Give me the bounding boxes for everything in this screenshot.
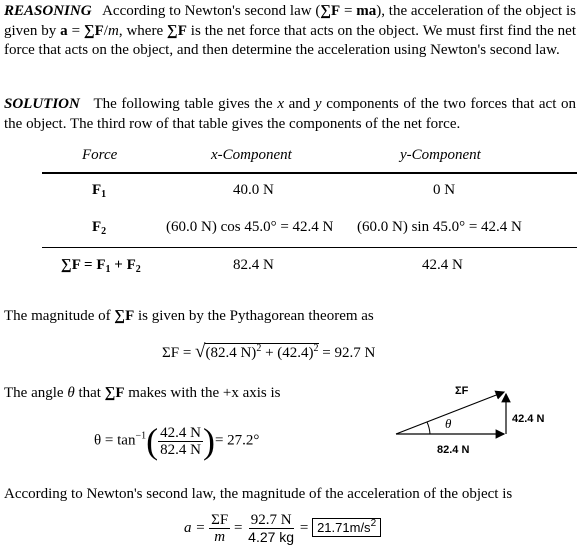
- force-symbol: F: [92, 182, 102, 198]
- angle-equation: [94, 423, 259, 459]
- angle-text: makes with the +x axis is: [124, 385, 281, 401]
- sum-f-symbol: ∑F: [114, 308, 135, 324]
- fraction-numerator: ΣF: [211, 512, 229, 528]
- net-y: 42.4 N: [422, 257, 463, 273]
- magnitude-text: The magnitude of: [4, 308, 115, 324]
- table-rule-top: [42, 172, 577, 174]
- sum-f-symbol: ∑F: [167, 22, 187, 39]
- sum-f-symbol: ∑F: [320, 3, 341, 19]
- subscript-2: 2: [135, 264, 141, 275]
- angle-rhs: = 27.2°: [214, 432, 260, 449]
- reasoning-text: is the net force that acts on the object. We must first find the net force that acts on the object, and then determine the acceleration using Newton's second law.: [4, 22, 576, 58]
- exponent: 2: [370, 517, 377, 529]
- sqrt-icon: √: [195, 341, 206, 362]
- reasoning-label: REASONING: [4, 3, 92, 19]
- accel-lhs: a =: [184, 519, 210, 536]
- reasoning-text: ), the acceleration of the object is given by: [4, 3, 576, 39]
- net-force-row-label: [61, 257, 141, 275]
- solution-text: components of the two forces that act on the object. The third row of that table gives the components of the net force.: [4, 96, 576, 132]
- table-rule-mid: [42, 247, 577, 248]
- solution-text: The following table gives the: [93, 96, 278, 112]
- net-plus: + F: [110, 257, 136, 273]
- paren-close: ): [202, 421, 215, 461]
- angle-sentence: [4, 385, 281, 402]
- angle-text: The angle: [4, 385, 68, 401]
- accel-fraction-symbolic: [209, 512, 230, 545]
- row1-y: 0 N: [433, 182, 456, 198]
- row1-x: 40.0 N: [233, 182, 274, 198]
- accel-equation: [184, 512, 381, 545]
- angle-text: that: [74, 385, 105, 401]
- equals: =: [340, 3, 357, 19]
- equals: =: [299, 519, 309, 536]
- angle-lhs: θ = tan: [94, 432, 136, 449]
- ma-symbol: ma: [356, 3, 377, 19]
- x-symbol: x: [277, 96, 285, 112]
- fraction-denominator: m: [214, 529, 226, 545]
- sum-f-symbol: ∑F: [83, 22, 104, 39]
- slash: /: [103, 22, 108, 39]
- theta-symbol: θ: [67, 385, 75, 401]
- m-symbol: m: [107, 22, 119, 39]
- force-subscript: 2: [101, 226, 107, 237]
- accel-fraction-numeric: [246, 512, 296, 545]
- fraction-numerator: 42.4 N: [160, 424, 201, 441]
- solution-text: and: [284, 96, 315, 112]
- magnitude-equation: [162, 341, 375, 363]
- exponent: 2: [313, 343, 319, 354]
- diagram-label-base: 82.4 N: [437, 444, 470, 456]
- accel-sentence: According to Newton's second law, the magnitude of the acceleration of the object is: [4, 486, 513, 502]
- reasoning-text: , where: [118, 22, 168, 39]
- diagram-label-side: 42.4 N: [512, 413, 545, 425]
- radicand-term: (82.4 N): [205, 345, 257, 361]
- inverse-exponent: −1: [135, 430, 147, 442]
- header-x-component: x-Component: [211, 147, 292, 163]
- radicand-term: + (42.4): [261, 345, 314, 361]
- a-symbol: a: [60, 22, 68, 39]
- net-lhs: ∑F = F: [61, 257, 106, 273]
- diagram-label-sum-f: ΣF: [455, 385, 469, 397]
- row2-y: (60.0 N) sin 45.0° = 42.4 N: [357, 219, 522, 235]
- y-symbol: y: [314, 96, 322, 112]
- magnitude-text: is given by the Pythagorean theorem as: [134, 308, 374, 324]
- row2-x: (60.0 N) cos 45.0° = 42.4 N: [166, 219, 334, 235]
- angle-fraction: [158, 425, 203, 458]
- radicand: [205, 343, 318, 361]
- force-subscript: 1: [101, 189, 107, 200]
- accel-result-box: [312, 518, 381, 537]
- subscript-1: 1: [105, 264, 111, 275]
- force-symbol: F: [92, 219, 102, 235]
- reasoning-text: According to Newton's second law (: [102, 3, 321, 19]
- accel-result: 21.71m/s: [317, 519, 371, 535]
- solution-paragraph: [4, 95, 576, 134]
- row1-force: [92, 182, 106, 200]
- angle-arc: [427, 422, 430, 434]
- row2-force: [92, 219, 106, 237]
- fraction-numerator: 92.7 N: [250, 512, 292, 528]
- reasoning-paragraph: [4, 2, 576, 61]
- magnitude-rhs: = 92.7 N: [318, 345, 376, 361]
- header-y-component: y-Component: [400, 147, 481, 163]
- diagram-label-theta: θ: [445, 416, 452, 431]
- fraction-denominator: 4.27 kg: [248, 529, 295, 545]
- equals: =: [233, 519, 243, 536]
- fraction-denominator: 82.4 N: [160, 441, 201, 458]
- equals: =: [67, 22, 84, 39]
- paren-open: (: [146, 421, 159, 461]
- header-force: Force: [82, 147, 118, 163]
- solution-label: SOLUTION: [4, 96, 80, 112]
- sum-f-symbol: ∑F: [104, 385, 125, 401]
- exponent: 2: [256, 343, 262, 354]
- magnitude-lhs: ΣF =: [162, 345, 196, 361]
- net-x: 82.4 N: [233, 257, 274, 273]
- magnitude-sentence: [4, 308, 374, 325]
